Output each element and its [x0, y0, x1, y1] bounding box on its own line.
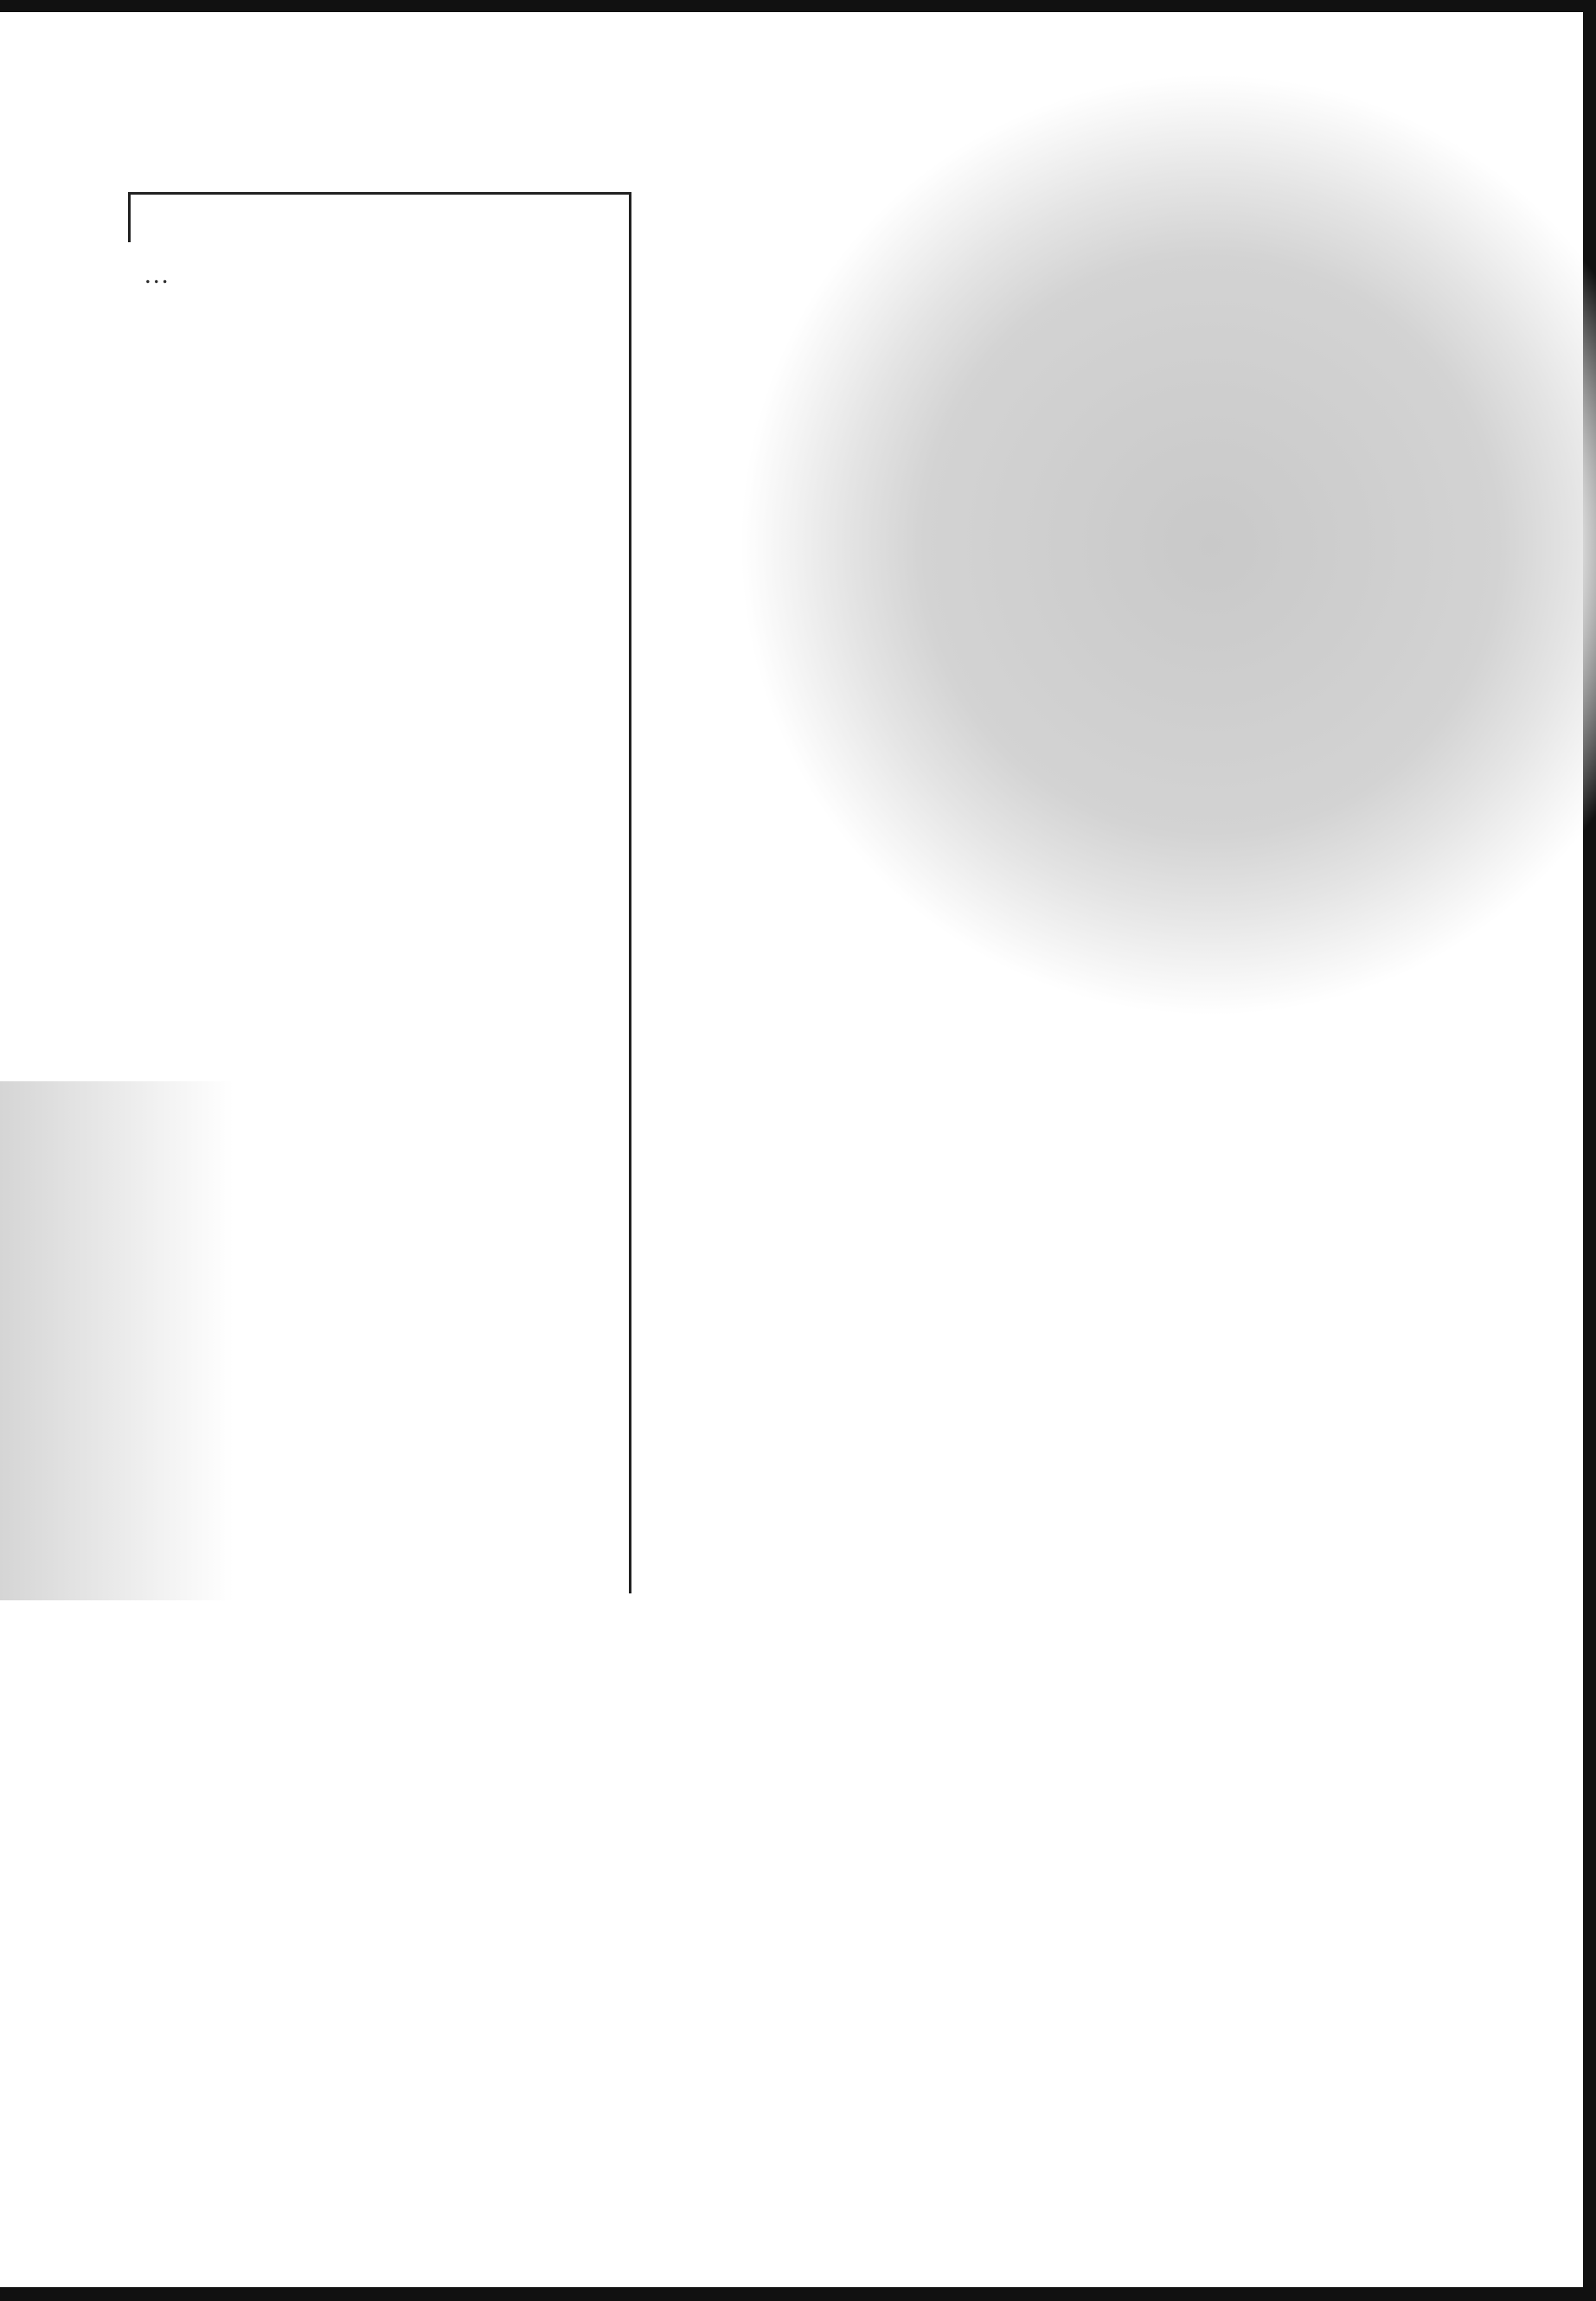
bottom-border [0, 2287, 1596, 2301]
sidebar-box-left [128, 192, 131, 242]
sidebar-text: … [144, 261, 170, 289]
sidebar-box-top [128, 192, 631, 195]
sidebar-box-right [629, 192, 631, 1593]
sun-background [675, 9, 1596, 1081]
top-border [0, 0, 1596, 12]
left-shade [0, 1081, 234, 1600]
